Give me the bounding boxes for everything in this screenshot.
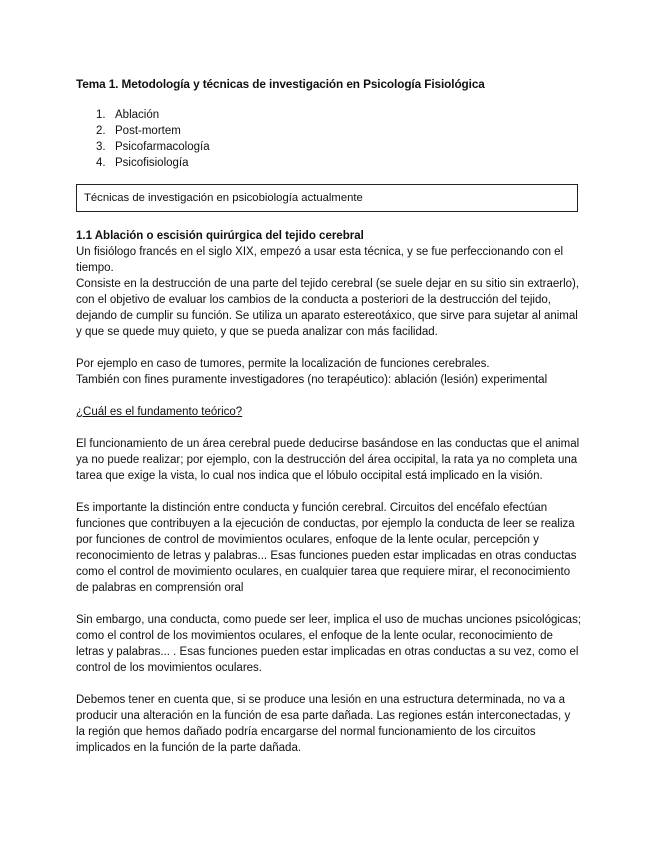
spacer: [76, 484, 581, 500]
paragraph-foundation: El funcionamiento de un área cerebral puede deducirse basándose en las conductas que el animal ya no puede realizar; por ejemplo, con la destrucción del área occipital, la rata ya no completa una tarea que exige la vista, lo cual nos indica que el lóbulo occipital está implicado en la visión.: [76, 438, 580, 482]
spacer: [76, 676, 581, 692]
paragraph-however: Sin embargo, una conducta, como puede ser leer, implica el uso de muchas unciones psicológicas; como el control de los movimientos oculares, el enfoque de la lente ocular, reconocimiento de letras y palabras... . Esas funciones pueden estar implicadas en otras conductas a su vez, como el control de los movimientos oculares.: [76, 614, 582, 674]
list-item: [96, 123, 210, 139]
list-item: [96, 155, 210, 171]
spacer: [76, 388, 581, 404]
question-heading: ¿Cuál es el fundamento teórico?: [76, 406, 243, 418]
list-number: 1.: [96, 109, 106, 121]
spacer: [76, 420, 581, 436]
list-label: Psicofarmacología: [115, 141, 210, 153]
list-item: [96, 107, 210, 123]
section-content: [76, 228, 581, 756]
paragraph-example: Por ejemplo en caso de tumores, permite la localización de funciones cerebrales.: [76, 358, 490, 370]
paragraph-history: Un fisiólogo francés en el siglo XIX, empezó a usar esta técnica, y se fue perfeccionando con el tiempo.: [76, 246, 564, 274]
list-label: Ablación: [115, 109, 160, 121]
list-item: [96, 139, 210, 155]
paragraph-distinction: Es importante la distinción entre conducta y función cerebral. Circuitos del encéfalo efectúan funciones que contribuyen a la ejecución de conductas, por ejemplo la conducta de leer se realiza por funciones de control de movimientos oculares, enfoque de la lente ocular, percepción y reconocimiento de letras y palabras... Esas funciones pueden estar implicadas en otras conductas como el control de movimiento oculares, en cualquier tarea que requiere mirar, el reconocimiento de palabras en comprensión oral: [76, 502, 577, 594]
list-number: 4.: [96, 157, 106, 169]
paragraph-definition: Consiste en la destrucción de una parte del tejido cerebral (se suele dejar en su sitio sin extraerlo), con el objetivo de evaluar los cambios de la conducta a posteriori de la destrucción del tejido, dejando de cumplir su función. Se utiliza un aparato estereotáxico, que sirve para sujetar al animal y que se quede muy quieto, y que se pueda analizar con más facilidad.: [76, 278, 580, 338]
list-number: 2.: [96, 125, 106, 137]
section-heading: 1.1 Ablación o escisión quirúrgica del tejido cerebral: [76, 230, 364, 242]
spacer: [76, 596, 581, 612]
topic-list: [96, 107, 210, 171]
paragraph-experimental: También con fines puramente investigadores (no terapéutico): ablación (lesión) experimental: [76, 374, 548, 386]
paragraph-consideration: Debemos tener en cuenta que, si se produce una lesión en una estructura determinada, no va a producir una alteración en la función de esa parte dañada. Las regiones están interconectadas, y la región que hemos dañado podría encargarse del normal funcionamiento de los circuitos implicados en la función de la parte dañada.: [76, 694, 571, 754]
list-number: 3.: [96, 141, 106, 153]
boxed-note: Técnicas de investigación en psicobiología actualmente: [76, 184, 578, 212]
document-title: Tema 1. Metodología y técnicas de investigación en Psicología Fisiológica: [76, 77, 485, 91]
list-label: Psicofisiología: [115, 157, 189, 169]
spacer: [76, 340, 581, 356]
list-label: Post-mortem: [115, 125, 181, 137]
